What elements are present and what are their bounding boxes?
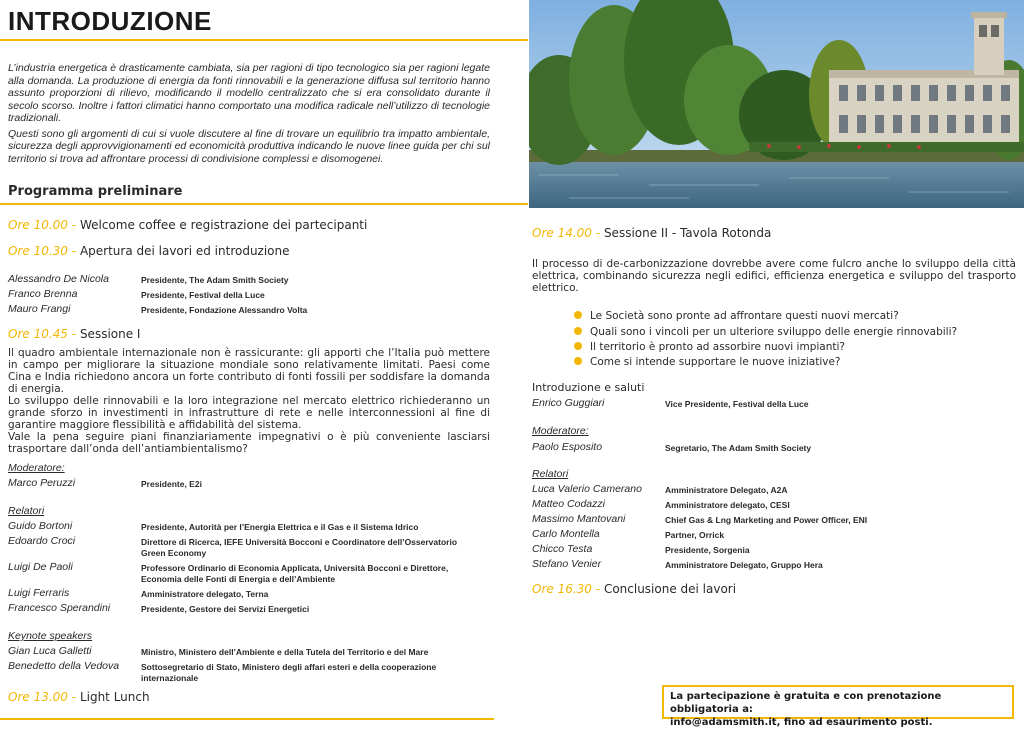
speaker-name: Stefano Venier (532, 558, 602, 570)
slot-time: Ore 10.45 (8, 327, 68, 341)
speaker-name: Mauro Frangi (8, 303, 71, 315)
speaker-role: Direttore di Ricerca, IEFE Università Bocconi e Coordinatore dell’Osservatorio Green Economy (141, 537, 458, 558)
speaker-name: Guido Bortoni (8, 520, 73, 532)
speaker-name: Luigi Ferraris (8, 587, 70, 599)
session1-paragraph: Lo sviluppo delle rinnovabili e la loro integrazione nel mercato elettrico richiederanno un grande sforzo in investimenti in infrastrutture di rete e nelle interconnessioni al fine di garantire maggiore flessibilità e affidabilità del sistema. (8, 395, 490, 431)
speaker-role: Sottosegretario di Stato, Ministero degli affari esteri e della cooperazione internazionale (141, 662, 437, 683)
speaker-role: Amministratore Delegato, A2A (665, 485, 788, 495)
slot-label: Welcome coffee e registrazione dei partecipanti (79, 218, 368, 232)
speaker-role: Chief Gas & Lng Marketing and Power Officer, ENI (665, 515, 868, 525)
slot-dash: - (71, 690, 77, 704)
speaker-name: Luca Valerio Camerano (532, 483, 642, 495)
speaker-name: Francesco Sperandini (8, 602, 111, 614)
slot-1630 (532, 582, 736, 596)
slot-dash: - (595, 226, 601, 240)
speaker-name: Benedetto della Vedova (8, 660, 120, 672)
relatori-label: Relatori (532, 468, 569, 480)
slot-label: Sessione II - Tavola Rotonda (603, 226, 772, 240)
slot-label: Conclusione dei lavori (603, 582, 737, 596)
notice-text-end: , fino ad esaurimento posti. (776, 717, 933, 728)
bullet-dot-icon (574, 357, 582, 365)
slot-dash: - (71, 218, 77, 232)
speaker-role: Presidente, Gestore dei Servizi Energetici (141, 604, 310, 614)
speaker-role: Presidente, Fondazione Alessandro Volta (141, 305, 308, 315)
moderatore-label: Moderatore: (8, 462, 65, 474)
relatori-label: Relatori (8, 505, 45, 517)
speaker-name: Paolo Esposito (532, 441, 603, 453)
speaker-name: Marco Peruzzi (8, 477, 76, 489)
slot-1030 (8, 244, 290, 258)
slot-time: Ore 10.00 (8, 218, 68, 232)
session1-text (8, 347, 490, 455)
question-item (574, 356, 841, 368)
session2-text: Il processo di de-carbonizzazione dovrebbe avere come fulcro anche lo sviluppo della città elettrica, combinando sicurezza negli edifici, efficienza energetica e sviluppo del trasporto elettrico. (532, 258, 1016, 294)
question-item (574, 341, 845, 353)
speaker-name: Carlo Montella (532, 528, 600, 540)
speaker-name: Edoardo Croci (8, 535, 76, 547)
speaker-role: Segretario, The Adam Smith Society (665, 443, 812, 453)
notice-text: La partecipazione è gratuita e con prenotazione obbligatoria a: (670, 691, 942, 715)
bottom-rule (0, 718, 494, 720)
moderatore-label: Moderatore: (532, 425, 589, 437)
villa-lake-photo (529, 0, 1024, 208)
intro-text (8, 62, 490, 168)
speaker-name: Franco Brenna (8, 288, 78, 300)
speaker-role: Amministratore delegato, Terna (141, 589, 269, 599)
notice-email-link[interactable]: info@adamsmith.it (670, 717, 777, 728)
programma-underline (0, 203, 528, 205)
speaker-role: Presidente, Sorgenia (665, 545, 750, 555)
bullet-dot-icon (574, 311, 582, 319)
speaker-role: Amministratore delegato, CESI (665, 500, 790, 510)
villa-lake-illustration (529, 0, 1024, 208)
slot-1045 (8, 327, 140, 341)
speaker-role: Vice Presidente, Festival della Luce (665, 399, 809, 409)
speaker-name: Alessandro De Nicola (8, 273, 109, 285)
slot-1000 (8, 218, 367, 232)
slot-label: Light Lunch (79, 690, 150, 704)
keynote-label: Keynote speakers (8, 630, 93, 642)
slot-dash: - (595, 582, 601, 596)
session1-paragraph: Il quadro ambientale internazionale non è rassicurante: gli apporti che l’Italia può mettere in campo per migliorare la situazione mondiale sono relativamente limitati. Paesi come Cina e India richiedono ancora un forte contributo di fonti fossili per soddisfare la domanda di energia. (8, 347, 490, 395)
session1-paragraph: Vale la pena seguire piani finanziariamente impegnativi o è più conveniente lasciarsi trasportare dall’onda dell’antiambientalismo? (8, 431, 490, 455)
speaker-name: Luigi De Paoli (8, 561, 73, 573)
question-text: Come si intende supportare le nuove iniziative? (590, 356, 841, 368)
speaker-role: Professore Ordinario di Economia Applicata, Università Bocconi e Direttore, Economia delle Fonti di Energia e dell’Ambiente (141, 563, 449, 584)
slot-1300 (8, 690, 150, 704)
slot-time: Ore 13.00 (8, 690, 68, 704)
speaker-name: Chicco Testa (532, 543, 593, 555)
registration-notice (662, 685, 1014, 728)
speaker-name: Enrico Guggiari (532, 397, 605, 409)
intro-saluti-label: Introduzione e saluti (532, 381, 645, 394)
question-text: Il territorio è pronto ad assorbire nuovi impianti? (590, 341, 845, 353)
speaker-name: Gian Luca Galletti (8, 645, 92, 657)
speaker-name: Massimo Mantovani (532, 513, 626, 525)
page-title: INTRODUZIONE (8, 6, 212, 36)
intro-paragraph-2: Questi sono gli argomenti di cui si vuole discutere al fine di trovare un equilibrio tra impatto ambientale, sicurezza degli approvvigionamenti ed economicità produttiva indicando le nuove linee guida per chi sul territorio si trova ad affrontare processi di condivisione complessi e disomogenei. (8, 127, 490, 165)
title-underline (0, 39, 528, 41)
speaker-role: Presidente, Autorità per l’Energia Elettrica e il Gas e il Sistema Idrico (141, 522, 419, 532)
question-text: Quali sono i vincoli per un ulteriore sviluppo delle energie rinnovabili? (590, 326, 958, 338)
slot-label: Apertura dei lavori ed introduzione (79, 244, 290, 258)
speaker-role: Presidente, E2i (141, 479, 202, 489)
slot-dash: - (71, 327, 77, 341)
question-text: Le Società sono pronte ad affrontare questi nuovi mercati? (590, 310, 899, 322)
programma-title: Programma preliminare (8, 184, 183, 199)
bullet-dot-icon (574, 327, 582, 335)
speaker-role: Presidente, Festival della Luce (141, 290, 265, 300)
speaker-role: Presidente, The Adam Smith Society (141, 275, 289, 285)
slot-dash: - (71, 244, 77, 258)
slot-time: Ore 16.30 (532, 582, 592, 596)
slot-label: Sessione I (79, 327, 141, 341)
speaker-name: Matteo Codazzi (532, 498, 605, 510)
slot-1400 (532, 226, 771, 240)
speaker-role: Amministratore Delegato, Gruppo Hera (665, 560, 823, 570)
intro-paragraph-1: L’industria energetica è drasticamente cambiata, sia per ragioni di tipo tecnologico sia per ragioni legate alla domanda. La produzione di energia da fonti rinnovabili e la generazione diffusa sul territorio hanno assunto proporzioni di rilievo, modificando il modello centralizzato che si era consolidato durante il secolo scorso. Inoltre i fattori climatici hanno comportato una modifica radicale nell’utilizzo di tecnologie tradizionali. (8, 62, 490, 124)
speaker-role: Partner, Orrick (665, 530, 725, 540)
slot-time: Ore 10.30 (8, 244, 68, 258)
question-item (574, 310, 899, 322)
bullet-dot-icon (574, 342, 582, 350)
question-item (574, 326, 957, 338)
slot-time: Ore 14.00 (532, 226, 592, 240)
speaker-role: Ministro, Ministero dell’Ambiente e della Tutela del Territorio e del Mare (141, 647, 429, 657)
